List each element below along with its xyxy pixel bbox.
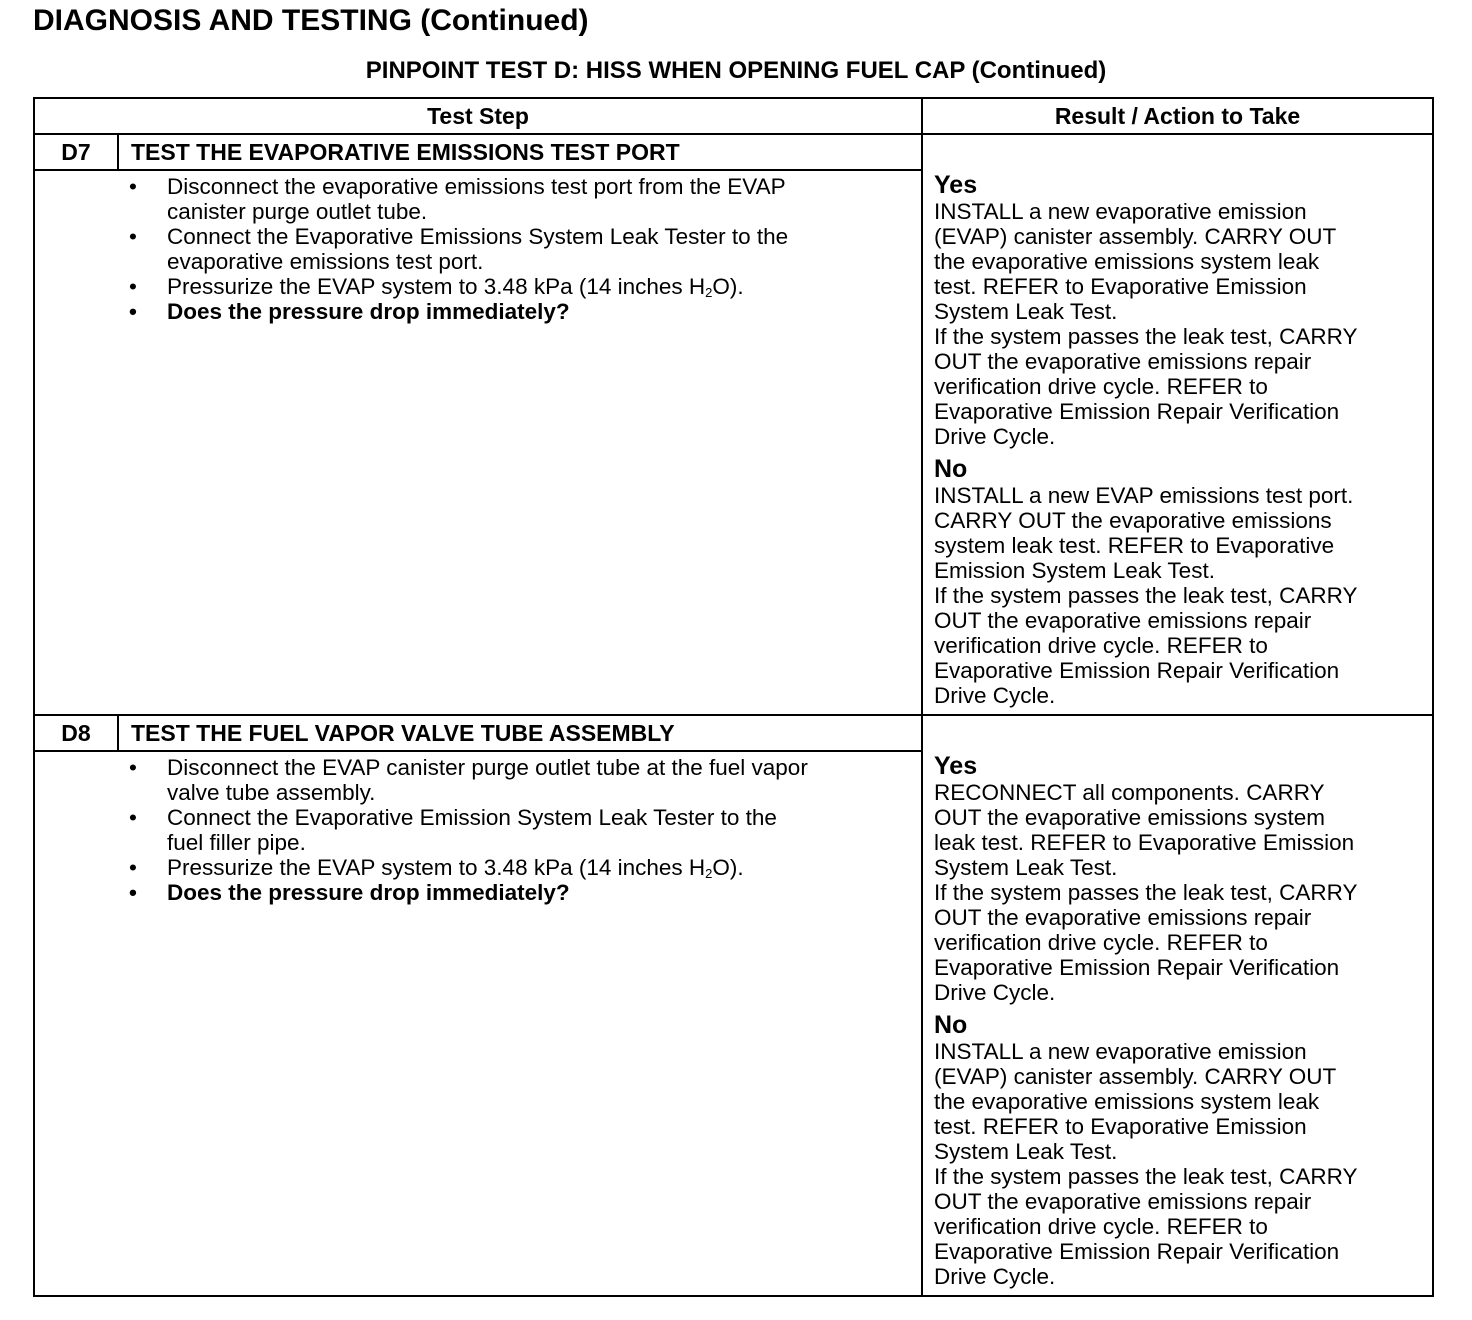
step-title: TEST THE FUEL VAPOR VALVE TUBE ASSEMBLY <box>118 715 922 751</box>
result-label: Yes <box>934 171 978 199</box>
pinpoint-test-table <box>33 97 1434 1297</box>
result-action-line: the evaporative emissions system leak <box>934 1089 1320 1114</box>
instruction-line: Disconnect the evaporative emissions test port from the EVAP <box>167 174 786 199</box>
result-no <box>934 455 1432 708</box>
instruction-item <box>35 755 921 805</box>
result-yes <box>934 171 1432 449</box>
instruction-list <box>35 755 921 905</box>
result-action-line: Drive Cycle. <box>934 683 1056 708</box>
instruction-line: canister purge outlet tube. <box>167 199 428 224</box>
result-action-line: Drive Cycle. <box>934 980 1056 1005</box>
step-id: D8 <box>34 715 118 751</box>
result-label: No <box>934 455 968 483</box>
instruction-line: Disconnect the EVAP canister purge outlet tube at the fuel vapor <box>167 755 808 780</box>
result-action-line: OUT the evaporative emissions repair <box>934 1189 1312 1214</box>
step-id: D7 <box>34 134 118 170</box>
result-action-line: INSTALL a new evaporative emission <box>934 199 1307 224</box>
result-cell <box>922 715 1433 1296</box>
subscript: 2 <box>705 285 713 300</box>
bullet-icon: • <box>129 224 137 249</box>
result-action-line: test. REFER to Evaporative Emission <box>934 274 1307 299</box>
result-label: No <box>934 1011 968 1039</box>
result-action-line: the evaporative emissions system leak <box>934 249 1320 274</box>
bullet-icon: • <box>129 174 137 199</box>
result-action-line: system leak test. REFER to Evaporative <box>934 533 1335 558</box>
step-header-row <box>34 715 1433 751</box>
result-action-line: CARRY OUT the evaporative emissions <box>934 508 1332 533</box>
result-action-line: OUT the evaporative emissions repair <box>934 905 1312 930</box>
instruction-line: Does the pressure drop immediately? <box>167 880 570 905</box>
instruction-item <box>35 274 921 299</box>
result-action-line: OUT the evaporative emissions repair <box>934 349 1312 374</box>
result-action-line: verification drive cycle. REFER to <box>934 374 1268 399</box>
result-action-line: verification drive cycle. REFER to <box>934 633 1268 658</box>
instruction-line: valve tube assembly. <box>167 780 376 805</box>
result-action-line: OUT the evaporative emissions repair <box>934 608 1312 633</box>
instruction-line: Connect the Evaporative Emissions System Leak Tester to the <box>167 224 789 249</box>
result-no <box>934 1011 1432 1289</box>
pinpoint-test-title: PINPOINT TEST D: HISS WHEN OPENING FUEL CAP (Continued) <box>365 57 1107 84</box>
result-action-line: Emission System Leak Test. <box>934 558 1215 583</box>
instruction-line: Pressurize the EVAP system to 3.48 kPa (14 inches $H_2O$). <box>167 274 744 300</box>
instruction-question <box>35 880 921 905</box>
result-label: Yes <box>934 752 978 780</box>
column-header-test-step: Test Step <box>34 98 922 134</box>
instruction-question <box>35 299 921 324</box>
result-cell <box>922 134 1433 715</box>
table-header-row <box>34 98 1433 134</box>
result-action-line: System Leak Test. <box>934 855 1118 880</box>
instruction-line: Does the pressure drop immediately? <box>167 299 570 324</box>
result-action-line: (EVAP) canister assembly. CARRY OUT <box>934 224 1337 249</box>
result-action-line: RECONNECT all components. CARRY <box>934 780 1325 805</box>
result-yes <box>934 752 1432 1005</box>
result-action-line: Evaporative Emission Repair Verification <box>934 658 1340 683</box>
result-action-line: Evaporative Emission Repair Verification <box>934 399 1340 424</box>
instruction-line: Connect the Evaporative Emission System Leak Tester to the <box>167 805 777 830</box>
result-action-line: verification drive cycle. REFER to <box>934 1214 1268 1239</box>
instruction-item <box>35 224 921 274</box>
result-action-line: If the system passes the leak test, CARRY <box>934 324 1358 349</box>
subscript: 2 <box>705 866 713 881</box>
instruction-item <box>35 805 921 855</box>
step-instructions <box>34 751 922 1296</box>
instruction-list <box>35 174 921 324</box>
bullet-icon: • <box>129 299 137 324</box>
result-action-line: INSTALL a new evaporative emission <box>934 1039 1307 1064</box>
bullet-icon: • <box>129 855 137 880</box>
result-action-line: verification drive cycle. REFER to <box>934 930 1268 955</box>
instruction-line: fuel filler pipe. <box>167 830 306 855</box>
result-action-line: System Leak Test. <box>934 1139 1118 1164</box>
result-action-line: If the system passes the leak test, CARRY <box>934 1164 1358 1189</box>
result-action-line: Drive Cycle. <box>934 1264 1056 1289</box>
bullet-icon: • <box>129 755 137 780</box>
result-action-line: Evaporative Emission Repair Verification <box>934 1239 1340 1264</box>
step-instructions <box>34 170 922 715</box>
result-action-line: Evaporative Emission Repair Verification <box>934 955 1340 980</box>
instruction-item <box>35 174 921 224</box>
result-action-line: If the system passes the leak test, CARRY <box>934 880 1358 905</box>
page-title: DIAGNOSIS AND TESTING (Continued) <box>33 4 589 37</box>
result-action-line: System Leak Test. <box>934 299 1118 324</box>
result-action-line: OUT the evaporative emissions system <box>934 805 1325 830</box>
bullet-icon: • <box>129 274 137 299</box>
result-action-line: (EVAP) canister assembly. CARRY OUT <box>934 1064 1337 1089</box>
bullet-icon: • <box>129 880 137 905</box>
step-title: TEST THE EVAPORATIVE EMISSIONS TEST PORT <box>118 134 922 170</box>
result-action-line: leak test. REFER to Evaporative Emission <box>934 830 1355 855</box>
result-action-line: Drive Cycle. <box>934 424 1056 449</box>
column-header-result: Result / Action to Take <box>922 98 1433 134</box>
bullet-icon: • <box>129 805 137 830</box>
step-header-row <box>34 134 1433 170</box>
instruction-item <box>35 855 921 880</box>
result-action-line: test. REFER to Evaporative Emission <box>934 1114 1307 1139</box>
result-action-line: If the system passes the leak test, CARRY <box>934 583 1358 608</box>
result-action-line: INSTALL a new EVAP emissions test port. <box>934 483 1354 508</box>
instruction-line: Pressurize the EVAP system to 3.48 kPa (14 inches $H_2O$). <box>167 855 744 881</box>
instruction-line: evaporative emissions test port. <box>167 249 484 274</box>
